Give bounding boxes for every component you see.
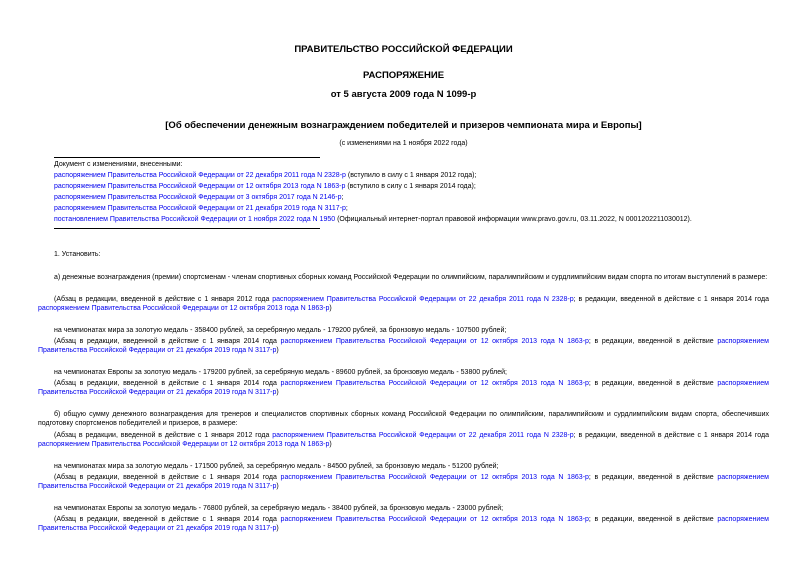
divider-bottom: [54, 228, 320, 229]
amendment-link[interactable]: распоряжением Правительства Российской Федерации от 12 октября 2013 года N 1863-р: [54, 183, 346, 190]
amendment-link[interactable]: постановлением Правительства Российской Федерации от 1 ноября 2022 года N 1950: [54, 216, 336, 223]
amendment-link[interactable]: распоряжением Правительства Российской Федерации от 12 октября 2013 года N 1863-р: [280, 516, 589, 523]
date-number: от 5 августа 2009 года N 1099-р: [330, 89, 477, 100]
amendment-item: распоряжением Правительства Российской Федерации от 12 октября 2013 года N 1863-р (вступило в силу с 1 января 2014 года);: [54, 183, 476, 190]
item-b: б) общую сумму денежного вознаграждения для тренеров и специалистов спортивных сборных команд Российской Федерации по олимпийским, паралимпийским и сурдлимпийским видам спорта, обеспечивших подготовку спортсменов победителей и призеров, в размере:: [38, 411, 769, 427]
amendment-link[interactable]: распоряжением Правительства Российской Федерации от 21 декабря 2019 года N 3117-р: [38, 474, 769, 490]
amendment-link[interactable]: распоряжением Правительства Российской Федерации от 12 октября 2013 года N 1863-р: [38, 305, 330, 312]
amendment-link[interactable]: распоряжением Правительства Российской Федерации от 22 декабря 2011 года N 2328-р: [54, 172, 346, 179]
amendments-intro: Документ с изменениями, внесенными:: [54, 161, 183, 168]
divider-top: [54, 157, 320, 158]
amendment-link[interactable]: распоряжением Правительства Российской Федерации от 21 декабря 2019 года N 3117-р: [38, 380, 769, 396]
europe-prizes-b: на чемпионатах Европы за золотую медаль - 76800 рублей, за серебряную медаль - 38400 рублей, за бронзовую медаль - 23000 рублей;: [54, 505, 504, 512]
europe-prizes-a: на чемпионатах Европы за золотую медаль - 179200 рублей, за серебряную медаль - 89600 рублей, за бронзовую медаль - 53800 рублей;: [54, 369, 507, 376]
amendment-link[interactable]: распоряжением Правительства Российской Федерации от 12 октября 2013 года N 1863-р: [280, 338, 589, 345]
item-a: а) денежные вознаграждения (премии) спортсменам - членам спортивных сборных команд Российской Федерации по олимпийским, паралимпийским и сурдлимпийским видам спорта по итогам выступлений в размере:: [54, 274, 768, 281]
amendment-note: (Абзац в редакции, введенной в действие с 1 января 2014 года распоряжением Правительства Российской Федерации от 12 октября 2013 года N 1863-р; в редакции, введенной в действие распоряжением Правительства Российской Федерации от 21 декабря 2019 года N 3117-р): [38, 474, 769, 490]
amendment-link[interactable]: распоряжением Правительства Российской Федерации от 3 октября 2017 года N 2146-р: [54, 194, 342, 201]
amendment-note: (Абзац в редакции, введенной в действие с 1 января 2014 года распоряжением Правительства Российской Федерации от 12 октября 2013 года N 1863-р; в редакции, введенной в действие распоряжением Правительства Российской Федерации от 21 декабря 2019 года N 3117-р): [38, 380, 769, 396]
amendment-item: распоряжением Правительства Российской Федерации от 3 октября 2017 года N 2146-р;: [54, 194, 344, 201]
amendment-item: распоряжением Правительства Российской Федерации от 22 декабря 2011 года N 2328-р (вступило в силу с 1 января 2012 года);: [54, 172, 477, 179]
amendment-note: (Абзац в редакции, введенной в действие с 1 января 2014 года распоряжением Правительства Российской Федерации от 12 октября 2013 года N 1863-р; в редакции, введенной в действие распоряжением Правительства Российской Федерации от 21 декабря 2019 года N 3117-р): [38, 338, 769, 354]
org-heading: ПРАВИТЕЛЬСТВО РОССИЙСКОЙ ФЕДЕРАЦИИ: [294, 44, 513, 55]
item-1: 1. Установить:: [54, 251, 101, 258]
amendment-link[interactable]: распоряжением Правительства Российской Федерации от 22 декабря 2011 года N 2328-р: [272, 296, 574, 303]
amendment-note: (Абзац в редакции, введенной в действие с 1 января 2012 года распоряжением Правительства Российской Федерации от 22 декабря 2011 года N 2328-р; в редакции, введенной в действие с 1 января 2014 года распоряжением Правительства Российской Федерации от 12 октября 2013 года N 1863-р): [38, 432, 769, 448]
amendment-link[interactable]: распоряжением Правительства Российской Федерации от 21 декабря 2019 года N 3117-р: [38, 338, 769, 354]
amendment-link[interactable]: распоряжением Правительства Российской Федерации от 21 декабря 2019 года N 3117-р: [54, 205, 346, 212]
amendment-item: постановлением Правительства Российской Федерации от 1 ноября 2022 года N 1950 (Официальный интернет-портал правовой информации www.pravo.gov.ru, 03.11.2022, N 0001202211030012).: [54, 216, 692, 223]
amendment-note: (Абзац в редакции, введенной в действие с 1 января 2012 года распоряжением Правительства Российской Федерации от 22 декабря 2011 года N 2328-р; в редакции, введенной в действие с 1 января 2014 года распоряжением Правительства Российской Федерации от 12 октября 2013 года N 1863-р): [38, 296, 769, 312]
doc-type-heading: РАСПОРЯЖЕНИЕ: [362, 70, 445, 81]
document-title: [Об обеспечении денежным вознаграждением победителей и призеров чемпионата мира и Европы]: [165, 120, 642, 131]
revision-note: (с изменениями на 1 ноября 2022 года): [339, 140, 468, 147]
amendment-item: распоряжением Правительства Российской Федерации от 21 декабря 2019 года N 3117-р;: [54, 205, 348, 212]
amendment-note: (Абзац в редакции, введенной в действие с 1 января 2014 года распоряжением Правительства Российской Федерации от 12 октября 2013 года N 1863-р; в редакции, введенной в действие распоряжением Правительства Российской Федерации от 21 декабря 2019 года N 3117-р): [38, 516, 769, 532]
world-prizes-b: на чемпионатах мира за золотую медаль - 171500 рублей, за серебряную медаль - 84500 рублей, за бронзовую медаль - 51200 рублей;: [54, 463, 499, 470]
world-prizes-a: на чемпионатах мира за золотую медаль - 358400 рублей, за серебряную медаль - 179200 рублей, за бронзовую медаль - 107500 рублей;: [54, 327, 507, 334]
amendment-link[interactable]: распоряжением Правительства Российской Федерации от 12 октября 2013 года N 1863-р: [280, 380, 589, 387]
amendment-link[interactable]: распоряжением Правительства Российской Федерации от 22 декабря 2011 года N 2328-р: [272, 432, 574, 439]
amendment-link[interactable]: распоряжением Правительства Российской Федерации от 21 декабря 2019 года N 3117-р: [38, 516, 769, 532]
amendment-link[interactable]: распоряжением Правительства Российской Федерации от 12 октября 2013 года N 1863-р: [38, 441, 330, 448]
amendment-link[interactable]: распоряжением Правительства Российской Федерации от 12 октября 2013 года N 1863-р: [280, 474, 589, 481]
